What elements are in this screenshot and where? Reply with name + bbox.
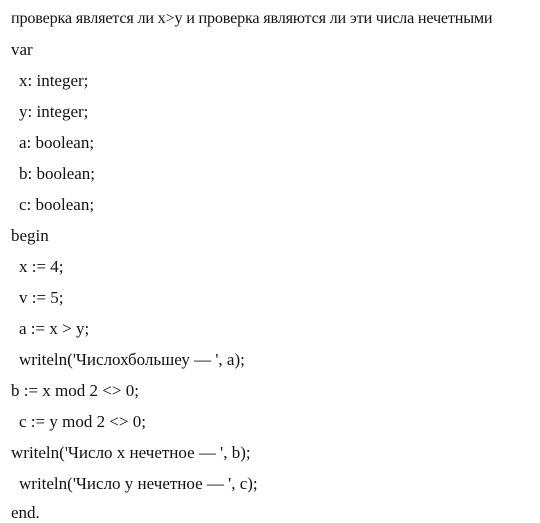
- code-line-y-decl: y: integer;: [19, 102, 89, 121]
- document-title: проверка является ли x>y и проверка являются ли эти числа нечетными: [11, 9, 493, 27]
- code-line-assign-b: b := x mod 2 <> 0;: [11, 381, 139, 400]
- code-line-writeln-a: writeln('Числохбольшеу — ', a);: [19, 350, 245, 369]
- code-line-var: var: [11, 40, 33, 59]
- code-line-begin: begin: [11, 226, 49, 245]
- code-line-assign-x: x := 4;: [19, 257, 64, 276]
- code-line-writeln-c: writeln('Число у нечетное — ', c);: [19, 474, 258, 493]
- code-line-assign-v: v := 5;: [19, 288, 64, 307]
- code-line-a-decl: a: boolean;: [19, 133, 95, 152]
- code-line-c-decl: c: boolean;: [19, 195, 95, 214]
- code-line-x-decl: x: integer;: [19, 71, 89, 90]
- code-line-end: end.: [11, 503, 40, 522]
- code-line-b-decl: b: boolean;: [19, 164, 96, 183]
- code-line-assign-a: a := x > y;: [19, 319, 90, 338]
- code-line-writeln-b: writeln('Число x нечетное — ', b);: [11, 443, 251, 462]
- code-line-assign-c: c := y mod 2 <> 0;: [19, 412, 146, 431]
